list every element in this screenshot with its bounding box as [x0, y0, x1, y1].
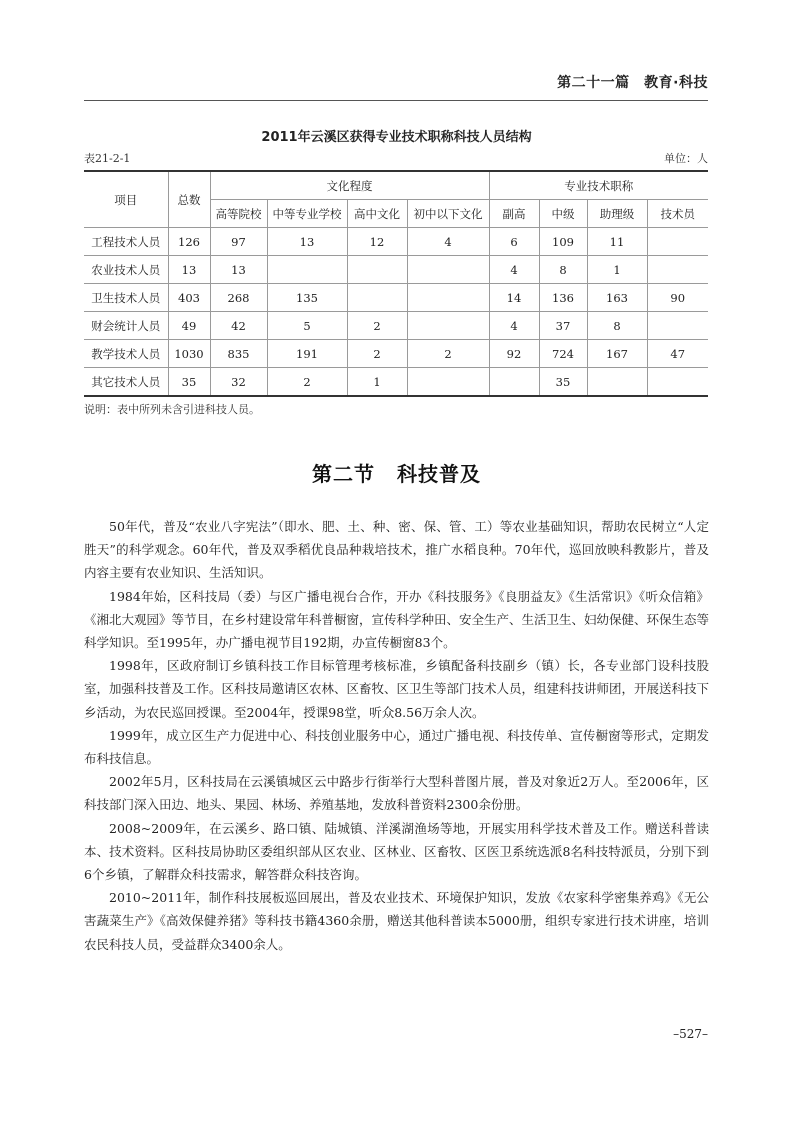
header-title-technician: 技术员: [647, 200, 708, 228]
header-title-assistant: 助理级: [587, 200, 647, 228]
row-item: 农业技术人员: [84, 256, 168, 284]
paragraph: 50年代，普及“农业八字宪法”（即水、肥、土、种、密、保、管、工）等农业基础知识，帮助农民树立“人定胜天”的科学观念。60年代，普及双季稻优良品种栽培技术，推广水稻良种。70年代，巡回放映科教影片，普及内容主要有农业知识、生活知识。: [84, 519, 709, 581]
paragraph: 2010~2011年，制作科技展板巡回展出，普及农业技术、环境保护知识，发放《农家科学密集养鸡》《无公害蔬菜生产》《高效保健养猪》等科技书籍4360余册，赠送其他科普读本5000册，组织专家进行技术讲座，培训农民科技人员，受益群众3400余人。: [84, 890, 709, 952]
row-total: 126: [168, 228, 210, 256]
row-edu-value: 5: [267, 312, 347, 340]
row-title-value: [647, 228, 708, 256]
row-title-value: [587, 368, 647, 397]
row-title-value: 11: [587, 228, 647, 256]
header-edu-technical-school: 中等专业学校: [267, 200, 347, 228]
paragraph: 1984年始，区科技局（委）与区广播电视台合作，开办《科技服务》《良朋益友》《生活常识》《听众信箱》《湘北大观园》等节目，在乡村建设常年科普橱窗，宣传科学种田、安全生产、生活卫生、妇幼保健、环保生态等科学知识。至1995年，办广播电视节目192期，办宣传橱窗83个。: [84, 588, 710, 651]
row-title-value: 109: [539, 228, 587, 256]
personnel-structure-table: [84, 170, 708, 397]
row-edu-value: [407, 312, 489, 340]
row-edu-value: [347, 284, 407, 312]
row-edu-value: 135: [267, 284, 347, 312]
table-row: [84, 256, 708, 284]
header-item: 项目: [84, 171, 168, 228]
row-total: 13: [168, 256, 210, 284]
paragraph: 1999年，成立区生产力促进中心、科技创业服务中心，通过广播电视、科技传单、宣传橱窗等形式，定期发布科技信息。: [84, 727, 709, 767]
body-text: [84, 515, 709, 956]
row-edu-value: [407, 284, 489, 312]
row-edu-value: 191: [267, 340, 347, 368]
header-rule: [84, 100, 708, 101]
row-edu-value: 97: [210, 228, 267, 256]
table-title: 2011年云溪区获得专业技术职称科技人员结构: [261, 130, 532, 145]
row-edu-value: 2: [347, 312, 407, 340]
row-edu-value: 2: [407, 340, 489, 368]
row-title-value: 14: [489, 284, 539, 312]
table-row: [84, 340, 708, 368]
header-title-associate-senior: 副高: [489, 200, 539, 228]
running-head: 第二十一篇 教育·科技: [557, 75, 708, 91]
row-edu-value: 2: [347, 340, 407, 368]
row-total: 35: [168, 368, 210, 397]
table-row: [84, 228, 708, 256]
row-edu-value: 4: [407, 228, 489, 256]
header-edu-junior-below: 初中以下文化: [407, 200, 489, 228]
row-edu-value: 1: [347, 368, 407, 397]
row-edu-value: 12: [347, 228, 407, 256]
row-title-value: 37: [539, 312, 587, 340]
section-number: 第二节: [312, 462, 375, 486]
row-edu-value: 268: [210, 284, 267, 312]
row-title-value: 163: [587, 284, 647, 312]
row-edu-value: 13: [267, 228, 347, 256]
row-title-value: 35: [539, 368, 587, 397]
row-total: 1030: [168, 340, 210, 368]
row-title-value: 4: [489, 256, 539, 284]
table-note: 说明：表中所列未含引进科技人员。: [84, 403, 260, 416]
row-title-value: 4: [489, 312, 539, 340]
row-title-value: 47: [647, 340, 708, 368]
row-edu-value: 835: [210, 340, 267, 368]
row-title-value: 724: [539, 340, 587, 368]
row-item: 卫生技术人员: [84, 284, 168, 312]
table-row: [84, 368, 708, 397]
row-title-value: 136: [539, 284, 587, 312]
row-title-value: 6: [489, 228, 539, 256]
section-name: 科技普及: [397, 462, 481, 486]
header-total: 总数: [168, 171, 210, 228]
paragraph: 1998年，区政府制订乡镇科技工作目标管理考核标准，乡镇配备科技副乡（镇）长，各专业部门设科技股室，加强科技普及工作。区科技局邀请区农林、区畜牧、区卫生等部门技术人员，组建科技讲师团，开展送科技下乡活动，为农民巡回授课。至2004年，授课98堂，听众8.56万余人次。: [84, 658, 710, 720]
header-title-intermediate: 中级: [539, 200, 587, 228]
row-title-value: [647, 368, 708, 397]
row-edu-value: 13: [210, 256, 267, 284]
row-total: 49: [168, 312, 210, 340]
row-title-value: 8: [539, 256, 587, 284]
row-title-value: 92: [489, 340, 539, 368]
row-item: 工程技术人员: [84, 228, 168, 256]
page-number: –527–: [673, 1027, 708, 1041]
table-number: 表21-2-1: [84, 152, 131, 165]
row-item: 教学技术人员: [84, 340, 168, 368]
table-unit: 单位：人: [664, 152, 708, 165]
section-title: [0, 458, 793, 487]
row-edu-value: [347, 256, 407, 284]
row-title-value: [489, 368, 539, 397]
row-total: 403: [168, 284, 210, 312]
header-group-title: 专业技术职称: [489, 171, 708, 200]
row-item: 其它技术人员: [84, 368, 168, 397]
row-title-value: 1: [587, 256, 647, 284]
row-edu-value: 42: [210, 312, 267, 340]
row-title-value: 90: [647, 284, 708, 312]
table-meta: [84, 150, 708, 166]
row-edu-value: [407, 368, 489, 397]
header-edu-high-school: 高中文化: [347, 200, 407, 228]
paragraph: 2008~2009年，在云溪乡、路口镇、陆城镇、洋溪湖渔场等地，开展实用科学技术普及工作。赠送科普读本、技术资料。区科技局协助区委组织部从区农业、区林业、区畜牧、区医卫系统选派8名科技特派员，分别下到6个乡镇，了解群众科技需求，解答群众科技咨询。: [84, 820, 709, 883]
row-title-value: 167: [587, 340, 647, 368]
paragraph: 2002年5月，区科技局在云溪镇城区云中路步行街举行大型科普图片展，普及对象近2万人。至2006年，区科技部门深入田边、地头、果园、林场、养殖基地，发放科普资料2300余份册。: [84, 774, 709, 813]
row-edu-value: 2: [267, 368, 347, 397]
row-title-value: 8: [587, 312, 647, 340]
row-edu-value: [407, 256, 489, 284]
row-edu-value: 32: [210, 368, 267, 397]
row-item: 财会统计人员: [84, 312, 168, 340]
row-title-value: [647, 256, 708, 284]
table-row: [84, 312, 708, 340]
row-edu-value: [267, 256, 347, 284]
table-row: [84, 284, 708, 312]
header-edu-college: 高等院校: [210, 200, 267, 228]
row-title-value: [647, 312, 708, 340]
header-group-education: 文化程度: [210, 171, 489, 200]
